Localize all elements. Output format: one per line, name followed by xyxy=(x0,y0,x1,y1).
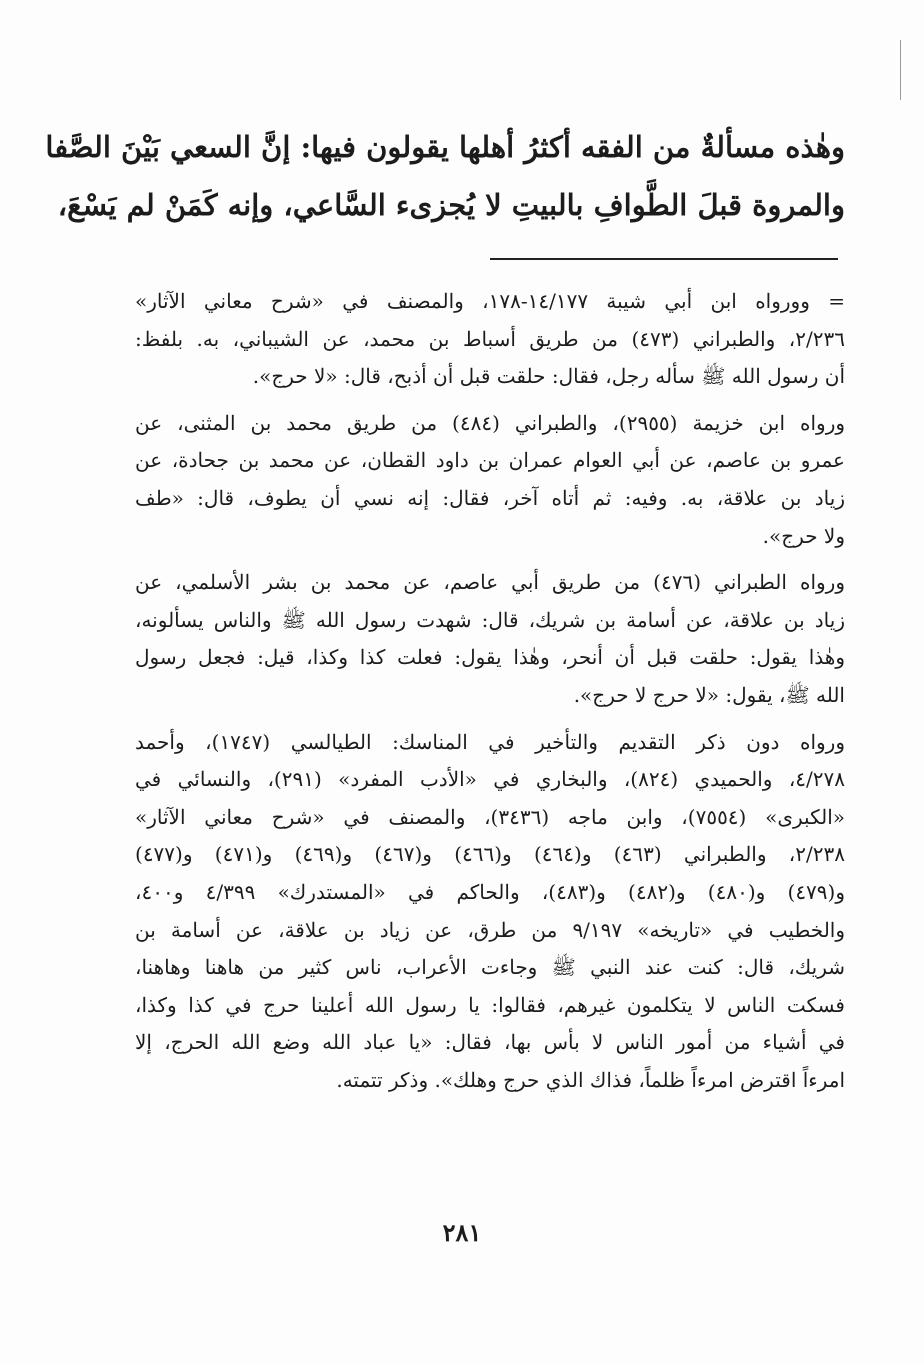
footnote-line: = وورواه ابن أبي شيبة ١٤/١٧٧-١٧٨، والمصنف في «شرح معاني الآثار» xyxy=(135,289,845,313)
footnote-line: والخطيب في «تاريخه» ٩/١٩٧ من طرق، عن زياد بن علاقة، عن أسامة بن xyxy=(135,917,846,942)
footnote-line: ٤/٢٧٨، والحميدي (٨٢٤)، والبخاري في «الأدب المفرد» (٢٩١)، والنسائي في xyxy=(135,767,845,792)
footnote-line: ٢/٢٣٦، والطبراني (٤٧٣) من طريق أسباط بن محمد، عن الشيباني، به. بلفظ: xyxy=(135,326,845,351)
scan-edge-mark xyxy=(900,40,901,100)
main-text-block xyxy=(45,118,845,234)
page-number: ٢٨١ xyxy=(442,1218,482,1247)
footnote-line: الله ﷺ، يقول: «لا حرج لا حرج». xyxy=(573,682,845,707)
footnote-line: زياد بن علاقة، عن أسامة بن شريك، قال: شهدت رسول الله ﷺ والناس يسألونه، xyxy=(135,607,845,632)
footnote-line: عمرو بن عاصم، عن أبي العوام عمران بن داود القطان، عن محمد بن جحادة، عن xyxy=(135,448,845,473)
footnote-line: زياد بن علاقة، به. وفيه: ثم أتاه آخر، فقال: إنه نسي أن يطوف، قال: «طف xyxy=(135,485,845,510)
footnote-line: ورواه الطبراني (٤٧٦) من طريق أبي عاصم، عن محمد بن بشر الأسلمي، عن xyxy=(135,570,845,595)
footnote-line: فسكت الناس لا يتكلمون غيرهم، فقالوا: يا رسول الله أعلينا حرج في كذا وكذا، xyxy=(135,992,845,1017)
footnote-paragraph xyxy=(135,405,845,555)
main-text-line: والمروة قبلَ الطَّوافِ بالبيتِ لا يُجزىء السَّاعي، وإنه كَمَنْ لم يَسْعَ، xyxy=(57,188,845,222)
footnote-line: وهٰذا يقول: حلقت قبل أن أنحر، وهٰذا يقول: فعلت كذا وكذا، قيل: فجعل رسول xyxy=(135,645,845,670)
footnote-paragraph xyxy=(135,724,845,1100)
footnote-line: ورواه ابن خزيمة (٢٩٥٥)، والطبراني (٤٨٤) من طريق محمد بن المثنى، عن xyxy=(135,410,846,435)
footnote-line: في أشياء من أمور الناس لا بأس بها، فقال: «يا عباد الله وضع الله الحرج، إلا xyxy=(135,1030,845,1055)
footnote-line: ٢/٢٣٨، والطبراني (٤٦٣) و(٤٦٤) و(٤٦٦) و(٤٦٧) و(٤٦٩) و(٤٧١) و(٤٧٧) xyxy=(135,842,845,867)
footnote-separator xyxy=(490,258,838,260)
footnote-line: ورواه دون ذكر التقديم والتأخير في المناسك: الطيالسي (١٧٤٧)، وأحمد xyxy=(135,729,845,754)
footnote-paragraph xyxy=(135,283,845,396)
footnote-line: أن رسول الله ﷺ سأله رجل، فقال: حلقت قبل أن أذبح، قال: «لا حرج». xyxy=(252,364,845,389)
footnote-line: و(٤٧٩) و(٤٨٠) و(٤٨٢) و(٤٨٣)، والحاكم في «المستدرك» ٤/٣٩٩ و٤٠٠، xyxy=(135,879,846,904)
footnote-line: امرءاً اقترض امرءاً ظلماً، فذاك الذي حرج وهلك». وذكر تتمته. xyxy=(336,1067,845,1092)
footnote-paragraph xyxy=(135,564,845,714)
footnote-line: «الكبرى» (٧٥٥٤)، وابن ماجه (٣٤٣٦)، والمصنف في «شرح معاني الآثار» xyxy=(135,804,845,829)
main-text-line: وهٰذه مسألةٌ من الفقه أكثرُ أهلها يقولون فيها: إنَّ السعي بَيْنَ الصَّفا xyxy=(45,130,845,164)
footnote-line: شريك، قال: كنت عند النبي ﷺ وجاءت الأعراب، ناس كثير من هاهنا وهاهنا، xyxy=(135,955,845,980)
footnotes-block xyxy=(135,283,845,1108)
footnote-line: ولا حرج». xyxy=(762,523,845,548)
